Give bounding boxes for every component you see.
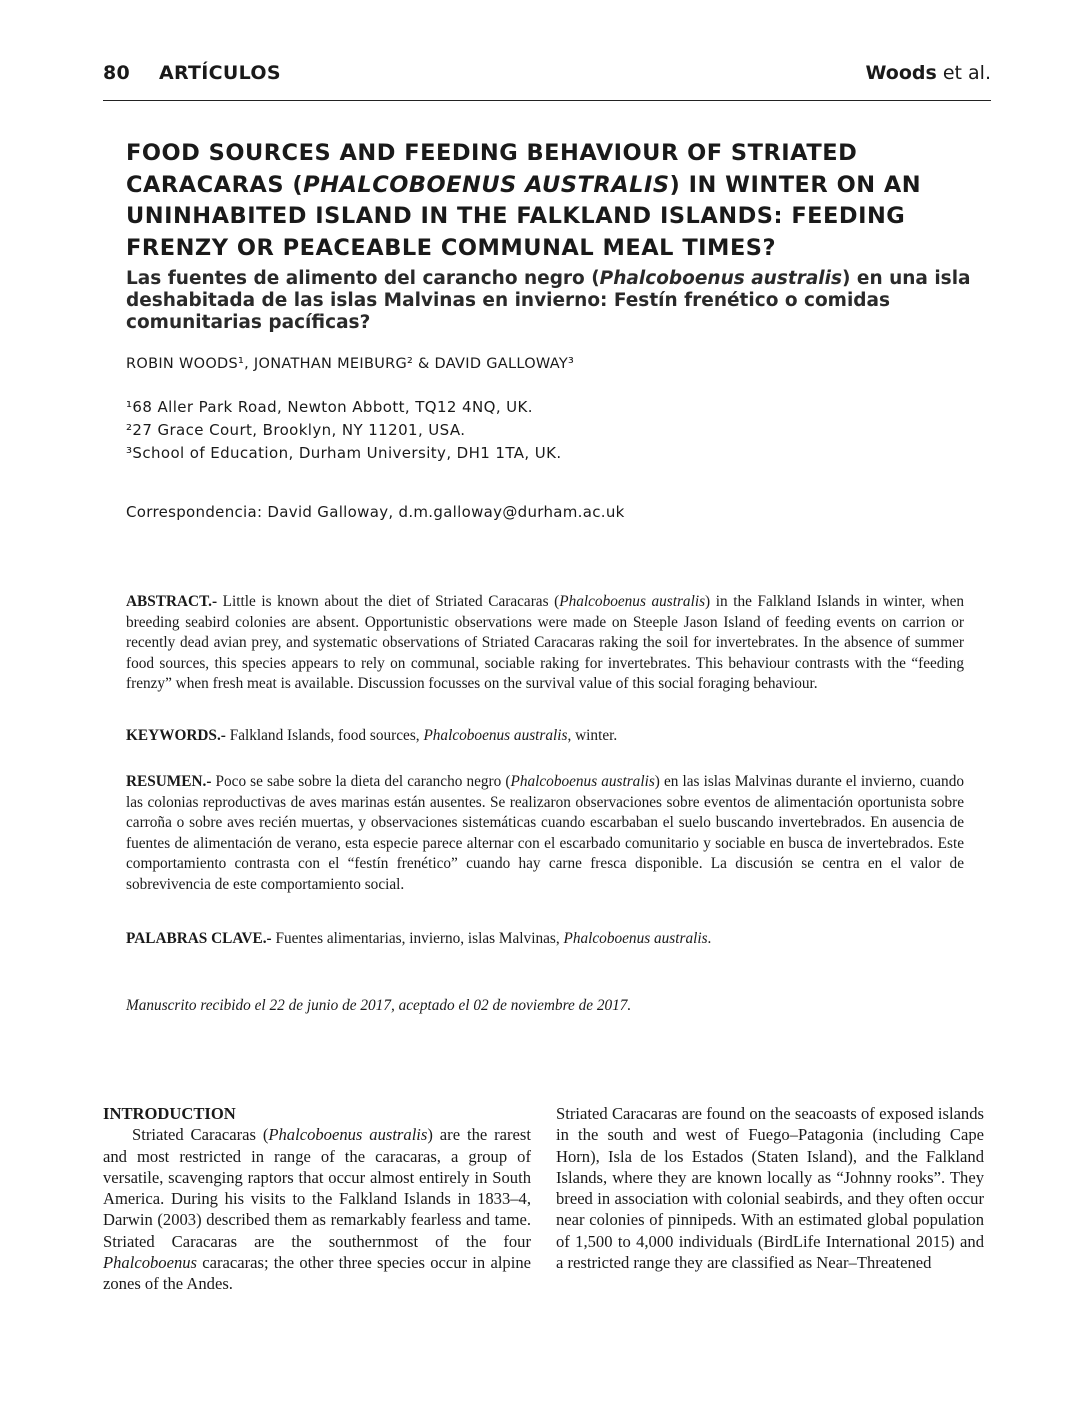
subtitle-species: Phalcoboenus australis: [599, 268, 843, 289]
header-left: [103, 62, 281, 84]
article-subtitle: [126, 268, 986, 334]
palabras-clave-text-1: Fuentes alimentarias, invierno, islas Malvinas,: [271, 930, 564, 947]
palabras-clave-label: PALABRAS CLAVE.-: [126, 930, 272, 947]
palabras-clave: [126, 929, 964, 950]
subtitle-part-a: Las fuentes de alimento del carancho negro (: [126, 268, 600, 289]
abstract-species: Phalcoboenus australis: [559, 593, 706, 610]
article-title: [126, 138, 986, 264]
abstract: [126, 592, 964, 695]
section-name: ARTÍCULOS: [158, 62, 281, 84]
section-heading-introduction: INTRODUCTION: [103, 1104, 236, 1123]
keywords-text-2: , winter.: [567, 727, 618, 744]
palabras-clave-text-2: .: [707, 930, 712, 947]
affiliation-1: ¹68 Aller Park Road, Newton Abbott, TQ12 4NQ, UK.: [126, 398, 533, 416]
intro-text-2: ) are the rarest and most restricted in range of the caracaras, a group of versatile, scavenging raptors that occur almost entirely in South America. During his visits to the Falkland Islands in 1833–4, Darwin (2003) described them as remarkably fearless and tame. Striated Caracaras are the southernmost of the four: [103, 1125, 531, 1251]
resumen-label: RESUMEN.-: [126, 773, 212, 790]
affiliation-2: ²27 Grace Court, Brooklyn, NY 11201, USA.: [126, 421, 466, 439]
resumen-text-1: Poco se sabe sobre la dieta del carancho negro (: [211, 773, 511, 790]
received-note: Manuscrito recibido el 22 de junio de 2017, aceptado el 02 de noviembre de 2017.: [126, 997, 632, 1014]
intro-column-left: [103, 1103, 531, 1295]
abstract-label: ABSTRACT.-: [126, 593, 218, 610]
correspondence: Correspondencia: David Galloway, d.m.galloway@durham.ac.uk: [126, 503, 625, 521]
intro-species-1: Phalcoboenus australis: [268, 1125, 428, 1145]
title-part-b: ) IN WINTER ON AN UNINHABITED ISLAND IN THE FALKLAND ISLANDS: FEEDING FRENZY OR PEACEABLE COMMUNAL MEAL TIMES?: [126, 171, 922, 261]
header-author-rest: et al.: [936, 62, 991, 84]
abstract-text-2: ) in the Falkland Islands in winter, when breeding seabird colonies are absent. Opportunistic observations were made on Steeple Jason Island of feeding events on carrion or recently dead avian prey, and systematic observations of Striated Caracaras raking the soil for invertebrates. In the absence of summer food sources, this species appears to rely on communal, sociable raking for invertebrates. This behaviour contrasts with the “feeding frenzy” when fresh meat is available. Discussion focusses on the survival value of this social foraging behaviour.: [126, 593, 965, 693]
intro-species-2: Phalcoboenus: [103, 1253, 198, 1273]
intro-paragraph-2: Striated Caracaras are found on the seacoasts of exposed islands in the south and west of Fuego–Patagonia (including Cape Horn), Isla de los Estados (Staten Island), and the Falkland Islands, where they are known locally as “Johnny rooks”. They breed in association with colonial seabirds, and they often occur near colonies of pinnipeds. With an estimated global population of 1,500 to 4,000 individuals (BirdLife International 2015) and a restricted range they are classified as Near–Threatened: [556, 1104, 984, 1273]
page-number: 80: [103, 62, 131, 84]
abstract-text-1: Little is known about the diet of Striated Caracaras (: [217, 593, 560, 610]
affiliation-3: ³School of Education, Durham University, DH1 1TA, UK.: [126, 444, 562, 462]
running-header: [103, 60, 991, 101]
keywords-species: Phalcoboenus australis: [423, 727, 568, 744]
intro-paragraph-1: [103, 1124, 531, 1294]
header-authors: [866, 62, 991, 84]
intro-text-3: caracaras; the other three species occur in alpine zones of the Andes.: [103, 1253, 531, 1294]
title-part-a: FOOD SOURCES AND FEEDING BEHAVIOUR OF STRIATED CARACARAS (: [126, 140, 858, 198]
intro-column-right: [556, 1103, 984, 1273]
keywords-label: KEYWORDS.-: [126, 727, 226, 744]
title-species: PHALCOBOENUS AUSTRALIS: [303, 171, 670, 198]
affiliations: [126, 396, 562, 465]
keywords: [126, 726, 964, 747]
resumen: [126, 772, 964, 896]
intro-text-1: Striated Caracaras (: [132, 1125, 269, 1145]
resumen-species: Phalcoboenus australis: [510, 773, 655, 790]
palabras-clave-species: Phalcoboenus australis: [563, 930, 708, 947]
header-author-bold: Woods: [865, 62, 937, 84]
subtitle-part-b: ) en una isla deshabitada de las islas Malvinas en invierno: Festín frenético o comidas comunitarias pacíficas?: [126, 268, 971, 333]
resumen-text-2: ) en las islas Malvinas durante el invierno, cuando las colonias reproductivas de aves marinas están ausentes. Se realizaron observaciones sobre eventos de alimentación oportunista sobre carroña o sobre aves recién muertas, y observaciones sistemáticas cuando escarbaban el suelo buscando invertebrados. En ausencia de fuentes de alimentación de verano, esta especie parece alternar con el escarbado comunitario y sociable en busca de invertebrados. Este comportamiento contrasta con el “festín frenético” cuando hay carne fresca disponible. La discusión se centra en el valor de sobrevivencia de este comportamiento social.: [126, 773, 964, 893]
keywords-text-1: Falkland Islands, food sources,: [225, 727, 424, 744]
author-list: ROBIN WOODS¹, JONATHAN MEIBURG² & DAVID GALLOWAY³: [126, 356, 575, 372]
